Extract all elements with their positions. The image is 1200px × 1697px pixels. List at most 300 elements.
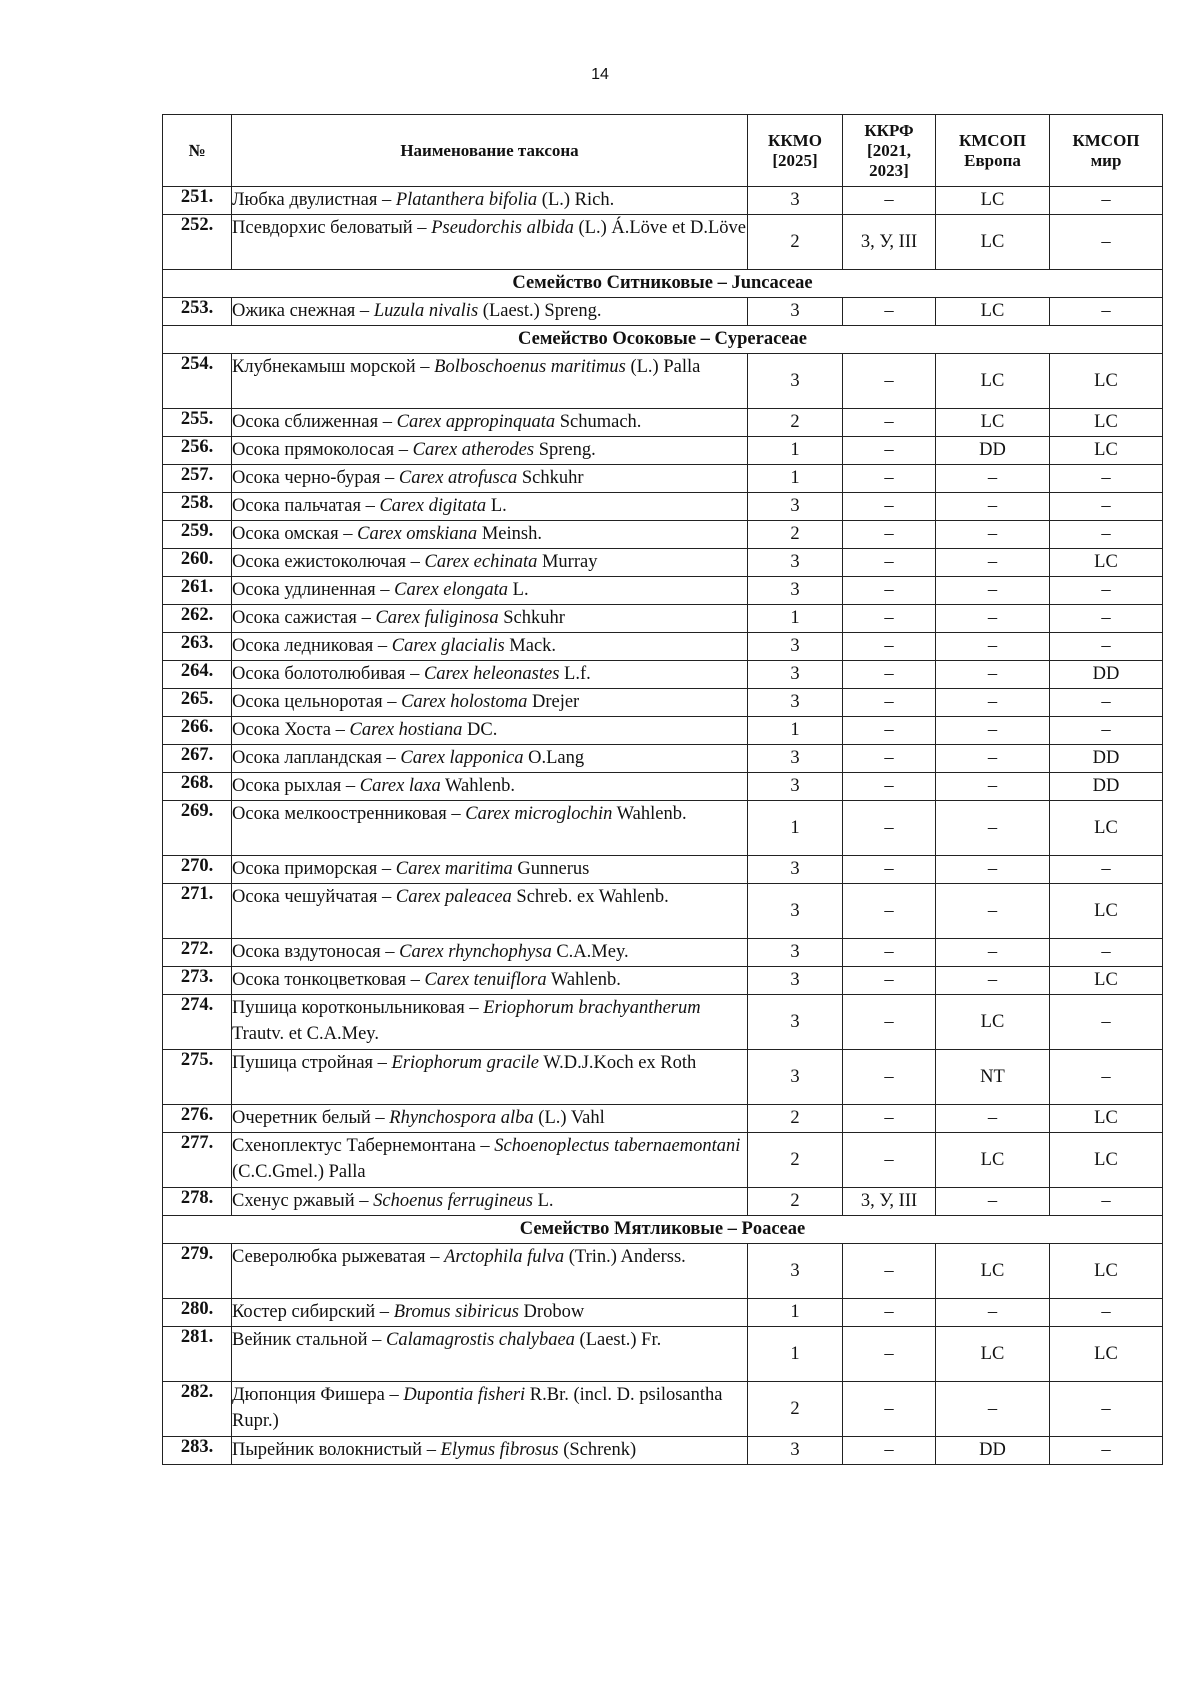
- taxon-name: [232, 856, 748, 884]
- taxon-latin-name: Carex appropinquata: [396, 412, 556, 432]
- iucn-europe-value: –: [936, 689, 1050, 717]
- taxon-russian-name: Осока рыхлая –: [232, 776, 360, 796]
- taxon-name: [232, 298, 748, 326]
- header-kkrf: [843, 115, 936, 187]
- iucn-europe-value: LC: [936, 1244, 1050, 1299]
- taxon-russian-name: Осока мелкоостренниковая –: [232, 804, 466, 824]
- iucn-world-value: –: [1050, 1299, 1163, 1327]
- row-number: 275.: [163, 1050, 232, 1105]
- iucn-world-value: LC: [1050, 1327, 1163, 1382]
- row-number: 256.: [163, 437, 232, 465]
- table-row: [163, 1299, 1163, 1327]
- iucn-europe-value: LC: [936, 1327, 1050, 1382]
- taxon-latin-name: Eriophorum brachyantherum: [483, 998, 701, 1018]
- taxon-latin-name: Bolboschoenus maritimus: [434, 357, 626, 377]
- iucn-world-value: –: [1050, 1050, 1163, 1105]
- taxon-name: [232, 1050, 748, 1105]
- taxon-name: [232, 717, 748, 745]
- taxon-latin-name: Carex paleacea: [395, 887, 512, 907]
- taxon-russian-name: Псевдорхис беловатый –: [232, 218, 432, 238]
- kkrf-value: –: [843, 801, 936, 856]
- iucn-europe-value: –: [936, 605, 1050, 633]
- taxon-russian-name: Осока болотолюбивая –: [232, 664, 424, 684]
- taxon-author: (Laest.) Fr.: [574, 1330, 662, 1350]
- taxon-author: (L.) Rich.: [537, 190, 615, 210]
- taxon-author: Spreng.: [534, 440, 596, 460]
- taxon-latin-name: Elymus fibrosus: [440, 1440, 559, 1460]
- iucn-europe-value: –: [936, 884, 1050, 939]
- kkrf-value: –: [843, 995, 936, 1050]
- iucn-europe-value: –: [936, 1299, 1050, 1327]
- kkmo-value: 1: [748, 1327, 843, 1382]
- row-number: 268.: [163, 773, 232, 801]
- row-number: 258.: [163, 493, 232, 521]
- table-row: [163, 717, 1163, 745]
- iucn-world-value: DD: [1050, 745, 1163, 773]
- taxon-russian-name: Осока цельноротая –: [232, 692, 402, 712]
- taxon-latin-name: Eriophorum gracile: [391, 1053, 540, 1073]
- kkrf-value: –: [843, 1050, 936, 1105]
- iucn-europe-value: DD: [936, 1437, 1050, 1465]
- kkrf-value: –: [843, 187, 936, 215]
- kkmo-value: 2: [748, 1188, 843, 1216]
- taxon-name: [232, 633, 748, 661]
- taxon-author: (L.) Vahl: [533, 1108, 605, 1128]
- taxon-russian-name: Любка двулистная –: [232, 190, 396, 210]
- taxon-latin-name: Carex omskiana: [357, 524, 478, 544]
- taxon-name: [232, 801, 748, 856]
- iucn-world-value: LC: [1050, 437, 1163, 465]
- iucn-world-value: –: [1050, 577, 1163, 605]
- kkmo-value: 1: [748, 1299, 843, 1327]
- iucn-world-value: LC: [1050, 1105, 1163, 1133]
- taxon-name: [232, 215, 748, 270]
- taxon-author: (C.C.Gmel.) Palla: [232, 1162, 366, 1182]
- row-number: 274.: [163, 995, 232, 1050]
- taxon-name: [232, 967, 748, 995]
- iucn-world-value: –: [1050, 215, 1163, 270]
- taxon-author: Drejer: [527, 692, 580, 712]
- kkrf-value: –: [843, 1299, 936, 1327]
- taxon-name: [232, 1244, 748, 1299]
- kkmo-value: 3: [748, 298, 843, 326]
- taxon-russian-name: Осока прямоколосая –: [232, 440, 413, 460]
- header-kkrf-line: 2023]: [869, 160, 909, 180]
- header-kkmo-line: [2025]: [772, 150, 818, 170]
- row-number: 280.: [163, 1299, 232, 1327]
- row-number: 262.: [163, 605, 232, 633]
- taxon-latin-name: Calamagrostis chalybaea: [385, 1330, 575, 1350]
- taxon-latin-name: Rhynchospora alba: [389, 1108, 534, 1128]
- kkmo-value: 2: [748, 215, 843, 270]
- row-number: 266.: [163, 717, 232, 745]
- iucn-europe-value: –: [936, 773, 1050, 801]
- taxon-name: [232, 939, 748, 967]
- table-row: [163, 884, 1163, 939]
- iucn-world-value: –: [1050, 689, 1163, 717]
- header-kkrf-line: [2021,: [867, 140, 911, 160]
- table-row: [163, 577, 1163, 605]
- taxon-name: [232, 521, 748, 549]
- kkmo-value: 3: [748, 995, 843, 1050]
- taxon-latin-name: Carex hostiana: [349, 720, 463, 740]
- taxon-russian-name: Схенус ржавый –: [232, 1191, 374, 1211]
- table-row: [163, 493, 1163, 521]
- kkmo-value: 3: [748, 549, 843, 577]
- taxon-latin-name: Carex atherodes: [412, 440, 535, 460]
- taxon-latin-name: Arctophila fulva: [444, 1247, 565, 1267]
- iucn-world-value: LC: [1050, 967, 1163, 995]
- header-iucn-europe-line: Европа: [964, 150, 1021, 170]
- iucn-europe-value: NT: [936, 1050, 1050, 1105]
- taxon-name: [232, 577, 748, 605]
- kkrf-value: –: [843, 856, 936, 884]
- header-num: №: [163, 115, 232, 187]
- taxon-russian-name: Осока омская –: [232, 524, 358, 544]
- taxon-name: [232, 1299, 748, 1327]
- kkrf-value: –: [843, 409, 936, 437]
- row-number: 267.: [163, 745, 232, 773]
- kkrf-value: –: [843, 884, 936, 939]
- taxon-author: W.D.J.Koch ex Roth: [539, 1053, 697, 1073]
- iucn-europe-value: –: [936, 745, 1050, 773]
- table-row: [163, 187, 1163, 215]
- kkrf-value: –: [843, 633, 936, 661]
- taxon-author: L.: [508, 580, 529, 600]
- taxon-russian-name: Осока приморская –: [232, 859, 396, 879]
- taxon-name: [232, 549, 748, 577]
- iucn-europe-value: –: [936, 577, 1050, 605]
- iucn-europe-value: –: [936, 1105, 1050, 1133]
- taxon-russian-name: Пушица стройная –: [232, 1053, 392, 1073]
- taxon-author: (Schrenk): [558, 1440, 637, 1460]
- row-number: 270.: [163, 856, 232, 884]
- table-row: [163, 354, 1163, 409]
- row-number: 279.: [163, 1244, 232, 1299]
- taxon-russian-name: Схеноплектус Табернемонтана –: [232, 1136, 495, 1156]
- row-number: 253.: [163, 298, 232, 326]
- iucn-world-value: –: [1050, 633, 1163, 661]
- taxon-name: [232, 745, 748, 773]
- table-row: [163, 549, 1163, 577]
- iucn-europe-value: –: [936, 1188, 1050, 1216]
- table-row: [163, 967, 1163, 995]
- taxon-latin-name: Pseudorchis albida: [431, 218, 574, 238]
- iucn-world-value: LC: [1050, 549, 1163, 577]
- kkrf-value: –: [843, 1437, 936, 1465]
- taxon-russian-name: Очеретник белый –: [232, 1108, 390, 1128]
- kkrf-value: –: [843, 1327, 936, 1382]
- iucn-europe-value: –: [936, 856, 1050, 884]
- row-number: 278.: [163, 1188, 232, 1216]
- taxon-latin-name: Carex glacialis: [391, 636, 505, 656]
- header-iucn-world: [1050, 115, 1163, 187]
- kkmo-value: 2: [748, 521, 843, 549]
- kkrf-value: –: [843, 521, 936, 549]
- iucn-europe-value: –: [936, 661, 1050, 689]
- taxon-russian-name: Северолюбка рыжеватая –: [232, 1247, 445, 1267]
- taxon-name: [232, 1382, 748, 1437]
- kkmo-value: 3: [748, 773, 843, 801]
- kkmo-value: 3: [748, 1244, 843, 1299]
- table-row: [163, 605, 1163, 633]
- table-row: [163, 298, 1163, 326]
- taxon-author: L.: [532, 1191, 554, 1211]
- table-row: [163, 801, 1163, 856]
- iucn-europe-value: –: [936, 1382, 1050, 1437]
- taxon-name: [232, 1133, 748, 1188]
- table-row: [163, 1382, 1163, 1437]
- kkmo-value: 3: [748, 577, 843, 605]
- header-iucn-world-line: мир: [1090, 150, 1122, 170]
- taxon-latin-name: Carex fuliginosa: [375, 608, 499, 628]
- header-kkrf-line: ККРФ: [864, 120, 914, 140]
- iucn-europe-value: LC: [936, 187, 1050, 215]
- kkmo-value: 2: [748, 1382, 843, 1437]
- taxon-russian-name: Осока лапландская –: [232, 748, 401, 768]
- iucn-europe-value: –: [936, 633, 1050, 661]
- taxon-russian-name: Костер сибирский –: [232, 1302, 394, 1322]
- kkrf-value: –: [843, 939, 936, 967]
- header-row: [163, 115, 1163, 187]
- iucn-world-value: –: [1050, 465, 1163, 493]
- iucn-world-value: LC: [1050, 1244, 1163, 1299]
- table-row: [163, 1133, 1163, 1188]
- row-number: 264.: [163, 661, 232, 689]
- taxon-russian-name: Осока Хоста –: [232, 720, 350, 740]
- table-row: [163, 939, 1163, 967]
- taxon-russian-name: Осока черно-бурая –: [232, 468, 399, 488]
- iucn-world-value: LC: [1050, 354, 1163, 409]
- table-row: [163, 689, 1163, 717]
- taxon-latin-name: Bromus sibiricus: [393, 1302, 519, 1322]
- table-row: [163, 1188, 1163, 1216]
- iucn-world-value: –: [1050, 493, 1163, 521]
- taxon-name: [232, 1327, 748, 1382]
- kkmo-value: 3: [748, 856, 843, 884]
- taxon-russian-name: Осока сажистая –: [232, 608, 376, 628]
- kkrf-value: –: [843, 577, 936, 605]
- taxon-name: [232, 354, 748, 409]
- taxon-author: (L.) Palla: [625, 357, 701, 377]
- table-row: [163, 1105, 1163, 1133]
- iucn-europe-value: LC: [936, 354, 1050, 409]
- table-row: [163, 409, 1163, 437]
- table-row: [163, 856, 1163, 884]
- taxon-latin-name: Carex tenuiflora: [424, 970, 547, 990]
- kkrf-value: –: [843, 437, 936, 465]
- taxon-russian-name: Осока чешуйчатая –: [232, 887, 396, 907]
- row-number: 257.: [163, 465, 232, 493]
- row-number: 277.: [163, 1133, 232, 1188]
- kkmo-value: 2: [748, 1133, 843, 1188]
- table-row: [163, 1050, 1163, 1105]
- taxon-author: Murray: [537, 552, 598, 572]
- taxon-author: Wahlenb.: [612, 804, 687, 824]
- taxon-author: R.Br. (incl. D. psilosantha Rupr.): [232, 1385, 723, 1431]
- taxon-author: O.Lang: [523, 748, 585, 768]
- table-row: [163, 521, 1163, 549]
- iucn-europe-value: LC: [936, 1133, 1050, 1188]
- taxon-name: [232, 465, 748, 493]
- taxa-body: [163, 187, 1163, 1465]
- kkrf-value: –: [843, 298, 936, 326]
- iucn-europe-value: –: [936, 717, 1050, 745]
- row-number: 255.: [163, 409, 232, 437]
- family-row: [163, 326, 1163, 354]
- iucn-world-value: –: [1050, 187, 1163, 215]
- taxon-author: C.A.Mey.: [551, 942, 629, 962]
- taxon-name: [232, 187, 748, 215]
- taxon-latin-name: Schoenus ferrugineus: [373, 1191, 533, 1211]
- table-row: [163, 1327, 1163, 1382]
- taxon-latin-name: Carex rhynchophysa: [399, 942, 552, 962]
- row-number: 276.: [163, 1105, 232, 1133]
- kkmo-value: 3: [748, 661, 843, 689]
- kkmo-value: 3: [748, 187, 843, 215]
- taxon-latin-name: Carex lapponica: [400, 748, 524, 768]
- taxon-name: [232, 437, 748, 465]
- kkmo-value: 1: [748, 801, 843, 856]
- iucn-europe-value: LC: [936, 995, 1050, 1050]
- iucn-world-value: –: [1050, 298, 1163, 326]
- taxon-name: [232, 995, 748, 1050]
- taxon-author: Trautv. et C.A.Mey.: [232, 1024, 379, 1044]
- row-number: 265.: [163, 689, 232, 717]
- kkrf-value: –: [843, 1382, 936, 1437]
- row-number: 269.: [163, 801, 232, 856]
- table-row: [163, 437, 1163, 465]
- taxon-russian-name: Осока ледниковая –: [232, 636, 392, 656]
- taxon-russian-name: Осока удлиненная –: [232, 580, 395, 600]
- taxon-author: Gunnerus: [512, 859, 590, 879]
- iucn-world-value: –: [1050, 605, 1163, 633]
- row-number: 263.: [163, 633, 232, 661]
- row-number: 282.: [163, 1382, 232, 1437]
- header-name: Наименование таксона: [232, 115, 748, 187]
- iucn-world-value: LC: [1050, 884, 1163, 939]
- taxon-latin-name: Carex elongata: [394, 580, 509, 600]
- header-kkmo: [748, 115, 843, 187]
- kkmo-value: 3: [748, 633, 843, 661]
- taxon-russian-name: Пырейник волокнистый –: [232, 1440, 441, 1460]
- taxon-author: (Laest.) Spreng.: [478, 301, 602, 321]
- taxon-name: [232, 773, 748, 801]
- iucn-world-value: –: [1050, 521, 1163, 549]
- table-row: [163, 465, 1163, 493]
- iucn-world-value: –: [1050, 939, 1163, 967]
- kkrf-value: –: [843, 1105, 936, 1133]
- kkmo-value: 2: [748, 1105, 843, 1133]
- taxon-russian-name: Осока тонкоцветковая –: [232, 970, 425, 990]
- taxon-author: (L.) Á.Löve et D.Löve: [573, 218, 746, 238]
- taxon-russian-name: Осока ежистоколючая –: [232, 552, 425, 572]
- kkmo-value: 2: [748, 409, 843, 437]
- taxon-name: [232, 884, 748, 939]
- family-heading: Семейство Мятликовые – Poaceae: [163, 1216, 1163, 1244]
- kkmo-value: 3: [748, 689, 843, 717]
- table-row: [163, 1244, 1163, 1299]
- iucn-world-value: –: [1050, 856, 1163, 884]
- taxon-author: Schkuhr: [498, 608, 565, 628]
- row-number: 252.: [163, 215, 232, 270]
- taxon-latin-name: Carex digitata: [379, 496, 487, 516]
- iucn-europe-value: LC: [936, 298, 1050, 326]
- taxon-russian-name: Вейник стальной –: [232, 1330, 386, 1350]
- family-row: [163, 270, 1163, 298]
- kkrf-value: –: [843, 493, 936, 521]
- table-row: [163, 745, 1163, 773]
- row-number: 271.: [163, 884, 232, 939]
- taxon-author: Mack.: [504, 636, 557, 656]
- taxon-latin-name: Carex echinata: [424, 552, 538, 572]
- header-iucn-europe-line: КМСОП: [958, 130, 1027, 150]
- kkrf-value: –: [843, 549, 936, 577]
- iucn-europe-value: –: [936, 801, 1050, 856]
- kkmo-value: 3: [748, 1050, 843, 1105]
- taxon-name: [232, 689, 748, 717]
- kkmo-value: 1: [748, 465, 843, 493]
- kkrf-value: 3, У, III: [843, 1188, 936, 1216]
- taxa-table: [162, 114, 1163, 1465]
- taxon-russian-name: Осока пальчатая –: [232, 496, 380, 516]
- family-heading: Семейство Ситниковые – Juncaceae: [163, 270, 1163, 298]
- taxon-latin-name: Schoenoplectus tabernaemontani: [494, 1136, 741, 1156]
- taxon-latin-name: Carex maritima: [395, 859, 513, 879]
- family-row: [163, 1216, 1163, 1244]
- taxon-author: Meinsh.: [477, 524, 542, 544]
- header-kkmo-line: ККМО: [768, 130, 822, 150]
- taxon-author: Schumach.: [555, 412, 642, 432]
- kkrf-value: –: [843, 1244, 936, 1299]
- taxon-latin-name: Carex heleonastes: [423, 664, 560, 684]
- iucn-world-value: LC: [1050, 1133, 1163, 1188]
- kkmo-value: 3: [748, 884, 843, 939]
- iucn-world-value: LC: [1050, 801, 1163, 856]
- iucn-world-value: DD: [1050, 773, 1163, 801]
- iucn-world-value: DD: [1050, 661, 1163, 689]
- header-iucn-europe: [936, 115, 1050, 187]
- taxon-author: Schreb. ex Wahlenb.: [511, 887, 669, 907]
- iucn-world-value: –: [1050, 717, 1163, 745]
- taxon-name: [232, 661, 748, 689]
- iucn-world-value: LC: [1050, 409, 1163, 437]
- table-row: [163, 633, 1163, 661]
- kkrf-value: –: [843, 1133, 936, 1188]
- taxon-name: [232, 1105, 748, 1133]
- taxon-russian-name: Пушица коротконыльниковая –: [232, 998, 484, 1018]
- table-row: [163, 215, 1163, 270]
- kkmo-value: 3: [748, 939, 843, 967]
- taxon-author: L.f.: [559, 664, 591, 684]
- taxon-author: Schkuhr: [517, 468, 584, 488]
- kkmo-value: 1: [748, 717, 843, 745]
- iucn-europe-value: –: [936, 521, 1050, 549]
- iucn-world-value: –: [1050, 1188, 1163, 1216]
- row-number: 254.: [163, 354, 232, 409]
- taxon-russian-name: Осока сближенная –: [232, 412, 397, 432]
- page-number: 14: [591, 66, 609, 83]
- table-row: [163, 995, 1163, 1050]
- kkrf-value: –: [843, 605, 936, 633]
- taxon-russian-name: Осока вздутоносая –: [232, 942, 400, 962]
- kkmo-value: 3: [748, 967, 843, 995]
- taxon-author: Wahlenb.: [546, 970, 621, 990]
- kkmo-value: 1: [748, 605, 843, 633]
- iucn-world-value: –: [1050, 1437, 1163, 1465]
- taxon-author: Drobow: [518, 1302, 585, 1322]
- kkrf-value: –: [843, 745, 936, 773]
